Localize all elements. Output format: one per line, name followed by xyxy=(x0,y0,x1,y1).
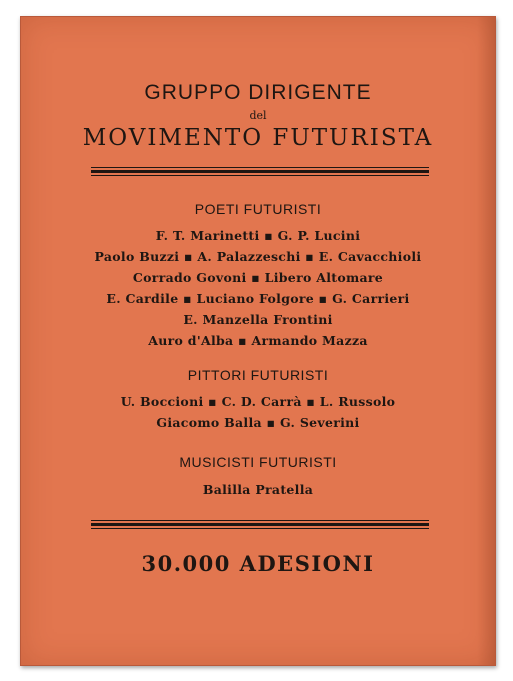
poets-line-6: Auro d'Alba ▪ Armando Mazza xyxy=(148,333,368,348)
painters-line-1: U. Boccioni ▪ C. D. Carrà ▪ L. Russolo xyxy=(120,394,396,409)
rule-thin xyxy=(91,528,429,529)
rule-thin xyxy=(91,520,429,521)
bottom-divider-rule xyxy=(91,520,429,529)
poets-line-5: E. Manzella Frontini xyxy=(183,312,333,327)
poets-line-3: Corrado Govoni ▪ Libero Altomare xyxy=(132,270,384,285)
rule-thin xyxy=(91,167,429,168)
adhesions-count: 30.000 ADESIONI xyxy=(141,551,375,576)
header-title-line1: GRUPPO DIRIGENTE xyxy=(144,81,372,104)
section-heading-poets: POETI FUTURISTI xyxy=(194,201,322,217)
section-heading-musicians: MUSICISTI FUTURISTI xyxy=(179,454,337,470)
musicians-line-1: Balilla Pratella xyxy=(202,482,314,497)
rule-thin xyxy=(91,175,429,176)
poets-line-1: F. T. Marinetti ▪ G. P. Lucini xyxy=(155,228,361,243)
header-title-line3: MOVIMENTO FUTURISTA xyxy=(82,125,434,151)
pamphlet-page xyxy=(20,16,496,666)
poets-line-2: Paolo Buzzi ▪ A. Palazzeschi ▪ E. Cavacchioli xyxy=(94,249,422,264)
painters-line-2: Giacomo Balla ▪ G. Severini xyxy=(156,415,360,430)
top-divider-rule xyxy=(91,167,429,176)
section-heading-painters: PITTORI FUTURISTI xyxy=(187,367,329,383)
rule-thick xyxy=(91,170,429,173)
rule-thick xyxy=(91,523,429,526)
poets-line-4: E. Cardile ▪ Luciano Folgore ▪ G. Carrieri xyxy=(106,291,410,306)
header-title-line2: del xyxy=(249,109,267,122)
